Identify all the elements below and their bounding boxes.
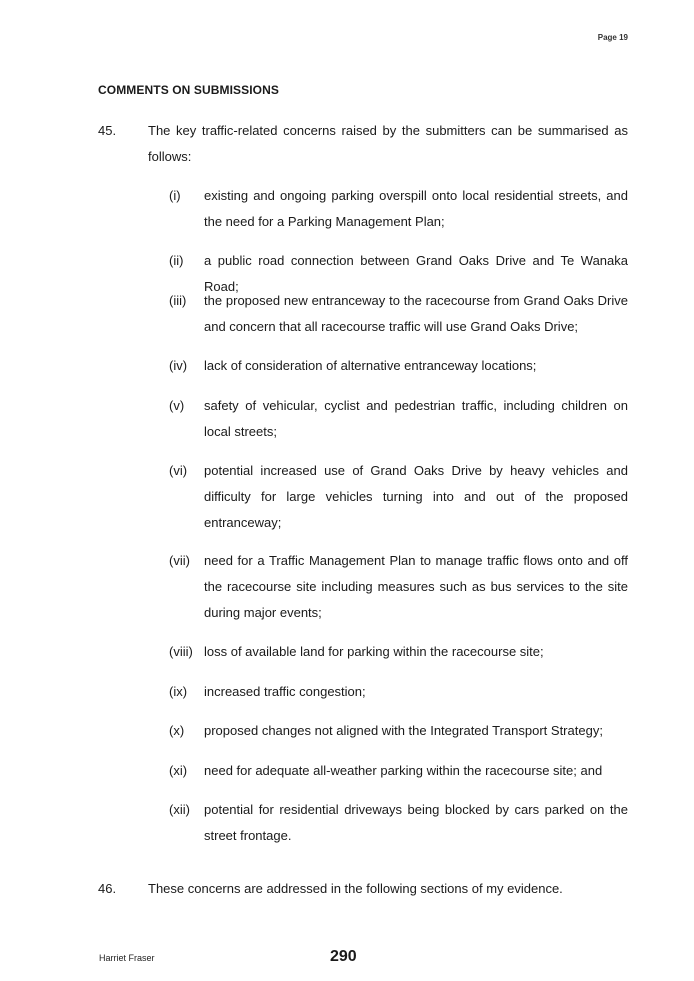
item-label: (xi): [169, 763, 188, 778]
item-label: (iv): [169, 358, 188, 373]
section-heading: COMMENTS ON SUBMISSIONS: [98, 83, 279, 97]
item-label: (x): [169, 723, 185, 738]
item-text: a public road connection between Grand Oaks Drive and Te Wanaka Road;: [204, 253, 628, 294]
item-label: (ix): [169, 684, 188, 699]
paragraph-number: 45.: [98, 123, 117, 138]
item-label: (i): [169, 188, 181, 203]
item-label: (xii): [169, 802, 190, 817]
item-label: (viii): [169, 644, 193, 659]
item-text: potential for residential driveways being blocked by cars parked on the street frontage.: [204, 802, 628, 843]
footer-author: Harriet Fraser: [99, 953, 155, 963]
item-label: (vi): [169, 463, 188, 478]
item-text: the proposed new entranceway to the racecourse from Grand Oaks Drive and concern that all racecourse traffic will use Grand Oaks Drive;: [204, 293, 628, 334]
item-label: (iii): [169, 293, 187, 308]
item-label: (vii): [169, 553, 190, 568]
paragraph-text: These concerns are addressed in the following sections of my evidence.: [148, 881, 563, 896]
item-text: increased traffic congestion;: [204, 684, 366, 699]
item-text: loss of available land for parking within the racecourse site;: [204, 644, 544, 659]
paragraph-text: The key traffic-related concerns raised by the submitters can be summarised as follows:: [148, 123, 628, 164]
item-text: safety of vehicular, cyclist and pedestrian traffic, including children on local streets;: [204, 398, 628, 439]
item-text: need for adequate all-weather parking within the racecourse site; and: [204, 763, 603, 778]
item-text: lack of consideration of alternative entranceway locations;: [204, 358, 537, 373]
page-label: Page 19: [597, 33, 628, 42]
item-text: need for a Traffic Management Plan to manage traffic flows onto and off the racecourse site including measures such as bus services to the site during major events;: [204, 553, 628, 620]
item-label: (ii): [169, 253, 184, 268]
item-text: potential increased use of Grand Oaks Drive by heavy vehicles and difficulty for large vehicles turning into and out of the proposed entranceway;: [204, 463, 628, 530]
item-label: (v): [169, 398, 185, 413]
item-text: proposed changes not aligned with the Integrated Transport Strategy;: [204, 723, 603, 738]
paragraph-number: 46.: [98, 881, 117, 896]
footer-page-number: 290: [330, 948, 357, 965]
item-text: existing and ongoing parking overspill onto local residential streets, and the need for a Parking Management Plan;: [204, 188, 628, 229]
